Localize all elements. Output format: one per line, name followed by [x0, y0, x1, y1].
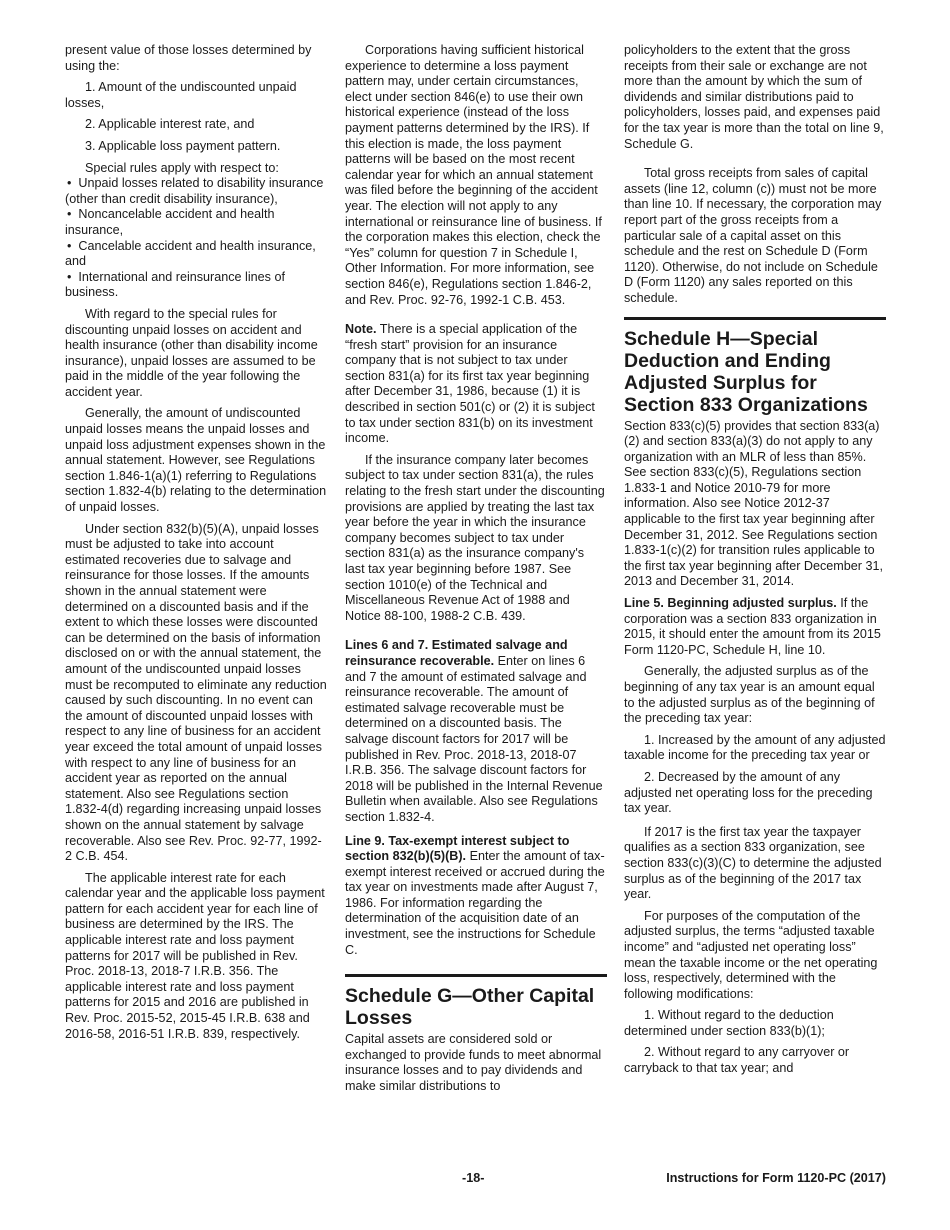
section-rule: [345, 974, 607, 977]
line-9-text: Enter the amount of tax-exempt interest received or accrued during the tax year on investments made after August 7, 1986. For information regarding the determination of the acquisition date of an investment, see the instructions for Schedule C.: [345, 849, 605, 957]
paragraph: Corporations having sufficient historical experience to determine a loss payment pattern may, under certain circumstances, elect under section 846(e) to use their own historical experience (instead of the loss payment patterns determined by the IRS). If this election is made, the loss payment patterns will be based on the most recent calendar year for which an annual statement was filed before the beginning of the accident year. The election will not apply to any international or reinsurance line of business. If the corporation makes this election, check the “Yes” column for question 7 in Schedule I, Other Information. For more information, see section 846(e), Regulations section 1.846-2, and Rev. Proc. 92-76, 1992-1 C.B. 453.: [345, 43, 602, 307]
column-3: [624, 43, 886, 1083]
section-rule: [624, 317, 886, 320]
paragraph: Generally, the adjusted surplus as of the beginning of any tax year is an amount equal to the adjusted surplus as of the beginning of the preceding tax year:: [624, 664, 875, 726]
paragraph: Section 833(c)(5) provides that section 833(a)(2) and section 833(a)(3) do not apply to any organization with an MLR of less than 85%. See section 833(c)(5), Regulations section 1.833-1 and Notice 2010-79 for more information. Also see Notice 2012-37 applicable to the first tax year beginning after December 31, 2012. See Regulations section 1.833-1(c)(2) for transition rules applicable to the first tax year beginning after December 31, 2013 and December 31, 2014.: [624, 418, 884, 589]
paragraph: If 2017 is the first tax year the taxpayer qualifies as a section 833 organization, see section 833(c)(3)(C) to determine the adjusted surplus as of the beginning of the 2017 tax year.: [624, 824, 882, 902]
bullet-item: • Noncancelable accident and health insurance,: [65, 207, 327, 238]
line-9-heading: Line 9. Tax-exempt interest subject to section 832(b)(5)(B).: [345, 833, 570, 864]
bullet-item: • International and reinsurance lines of business.: [65, 270, 327, 301]
note-heading: Note.: [345, 322, 377, 337]
paragraph: For purposes of the computation of the adjusted surplus, the terms “adjusted taxable income” and “adjusted net operating loss” mean the taxable income or the net operating loss, respectively, determined with the following modifications:: [624, 908, 878, 1001]
footer-form-title: Instructions for Form 1120-PC (2017): [666, 1171, 886, 1185]
column-1: [65, 43, 327, 1048]
column-2: [345, 43, 607, 1101]
bullet-item: • Unpaid losses related to disability insurance (other than credit disability insurance),: [65, 176, 327, 207]
numbered-item: 3. Applicable loss payment pattern.: [85, 138, 281, 153]
paragraph: Under section 832(b)(5)(A), unpaid losses must be adjusted to take into account estimated recoveries due to salvage and reinsurance for those losses. If the amounts shown in the annual statement were determined on a discounted basis and if the extent to which these losses were discounted can be determined on the basis of information disclosed on or with the annual statement, the amount of the undiscounted unpaid losses must be recomputed to eliminate any reduction caused by such discounting. In no event can the amount of discounted unpaid losses with respect to any line of business for an accident year exceed the total amount of unpaid losses with respect to any line of business for an accident year as reported on the annual statement. Also see Regulations section 1.832-4(d) regarding increasing unpaid losses shown on the annual statement by salvage recoverable. Also see Rev. Proc. 92-77, 1992-2 C.B. 454.: [65, 521, 327, 864]
numbered-item: 2. Decreased by the amount of any adjusted net operating loss for the preceding tax year.: [624, 769, 873, 816]
page-number: -18-: [462, 1171, 485, 1185]
numbered-item: 1. Increased by the amount of any adjusted taxable income for the preceding tax year or: [624, 732, 886, 763]
line-9-paragraph: [345, 834, 607, 959]
lines-6-7-paragraph: [345, 638, 607, 825]
schedule-h-heading: Schedule H—Special Deduction and Ending Adjusted Surplus for Section 833 Organizations: [624, 327, 868, 416]
line-5-heading: Line 5. Beginning adjusted surplus.: [624, 596, 837, 611]
paragraph: If the insurance company later becomes subject to tax under section 831(a), the rules relating to the fresh start under the discounting provisions are applied by treating the last tax year before the year in which the insurance company becomes subject to tax under section 831(a) as the insurance company's last tax year beginning before 1987. See section 1010(e) of the Technical and Miscellaneous Revenue Act of 1988 and Notice 88-100, 1988-2 C.B. 439.: [345, 452, 605, 623]
lines-6-7-text: Enter on lines 6 and 7 the amount of estimated salvage and reinsurance recoverable. The amount of estimated salvage recoverable must be determined on a discounted basis. The salvage discount factors for 2017 will be published in Rev. Proc. 2018-13, 2018-07 I.R.B. 356. The salvage discount factors for 2018 will be published in the Internal Revenue Bulletin when available. Also see Regulations section 1.832-4.: [345, 653, 603, 824]
paragraph: Capital assets are considered sold or exchanged to provide funds to meet abnormal insurance losses and to pay dividends and make similar distributions to: [345, 1032, 602, 1094]
line-5-text: If the corporation was a section 833 organization in 2015, it should enter the amount from its 2015 Form 1120-PC, Schedule H, line 10.: [624, 596, 881, 657]
paragraph: Generally, the amount of undiscounted unpaid losses means the unpaid losses and unpaid loss adjustment expenses shown in the annual statement. However, see Regulations section 1.846-1(a)(1) referring to Regulations section 1.832-4(b) relating to the determination of unpaid losses.: [65, 406, 327, 515]
numbered-item: 1. Amount of the undiscounted unpaid losses,: [65, 80, 297, 110]
paragraph: policyholders to the extent that the gross receipts from their sale or exchange are not more than the amount by which the sum of dividends and similar distributions paid to policyholders, losses paid, and expenses paid for the tax year is more than the total on line 9, Schedule G.: [624, 43, 884, 151]
paragraph: present value of those losses determined by using the:: [65, 43, 312, 73]
note-paragraph: [345, 322, 607, 447]
numbered-item: 2. Applicable interest rate, and: [85, 117, 255, 132]
paragraph: With regard to the special rules for discounting unpaid losses on accident and health insurance (other than disability income insurance), unpaid losses are assumed to be paid in the middle of the year following the accident year.: [65, 306, 318, 399]
lines-6-7-heading: Lines 6 and 7. Estimated salvage and reinsurance recoverable.: [345, 638, 568, 668]
schedule-g-heading: Schedule G—Other Capital Losses: [345, 985, 595, 1030]
bullet-item: • Cancelable accident and health insurance, and: [65, 239, 327, 270]
line-5-paragraph: [624, 596, 886, 658]
numbered-item: 2. Without regard to any carryover or carryback to that tax year; and: [624, 1045, 850, 1076]
paragraph: Total gross receipts from sales of capital assets (line 12, column (c)) must not be more than line 10. If necessary, the corporation may report part of the gross receipts from a particular sale of a capital asset on this schedule and the rest on Schedule D (Form 1120). Otherwise, do not include on Schedule D (Form 1120) any sales reported on this schedule.: [624, 166, 882, 305]
note-text: There is a special application of the “fresh start” provision for an insurance company that is not subject to tax under section 831(a) for its first tax year beginning after December 31, 1986, because (1) it is described in section 501(c) or (2) it is subject to tax under section 831(b) on its investment income.: [345, 322, 595, 446]
numbered-item: 1. Without regard to the deduction determined under section 833(b)(1);: [624, 1008, 834, 1038]
paragraph: Special rules apply with respect to:: [85, 160, 279, 175]
paragraph: The applicable interest rate for each calendar year and the applicable loss payment pattern for each accident year for each line of business are determined by the IRS. The applicable interest rate and loss payment patterns for 2017 will be published in Rev. Proc. 2018-13, 2018-7 I.R.B. 356. The applicable interest rate and loss payment patterns for 2015 and 2016 are published in Rev. Proc. 2015-52, 2015-45 I.R.B. 638 and 2016-58, 2016-51 I.R.B. 839, respectively.: [65, 870, 325, 1041]
